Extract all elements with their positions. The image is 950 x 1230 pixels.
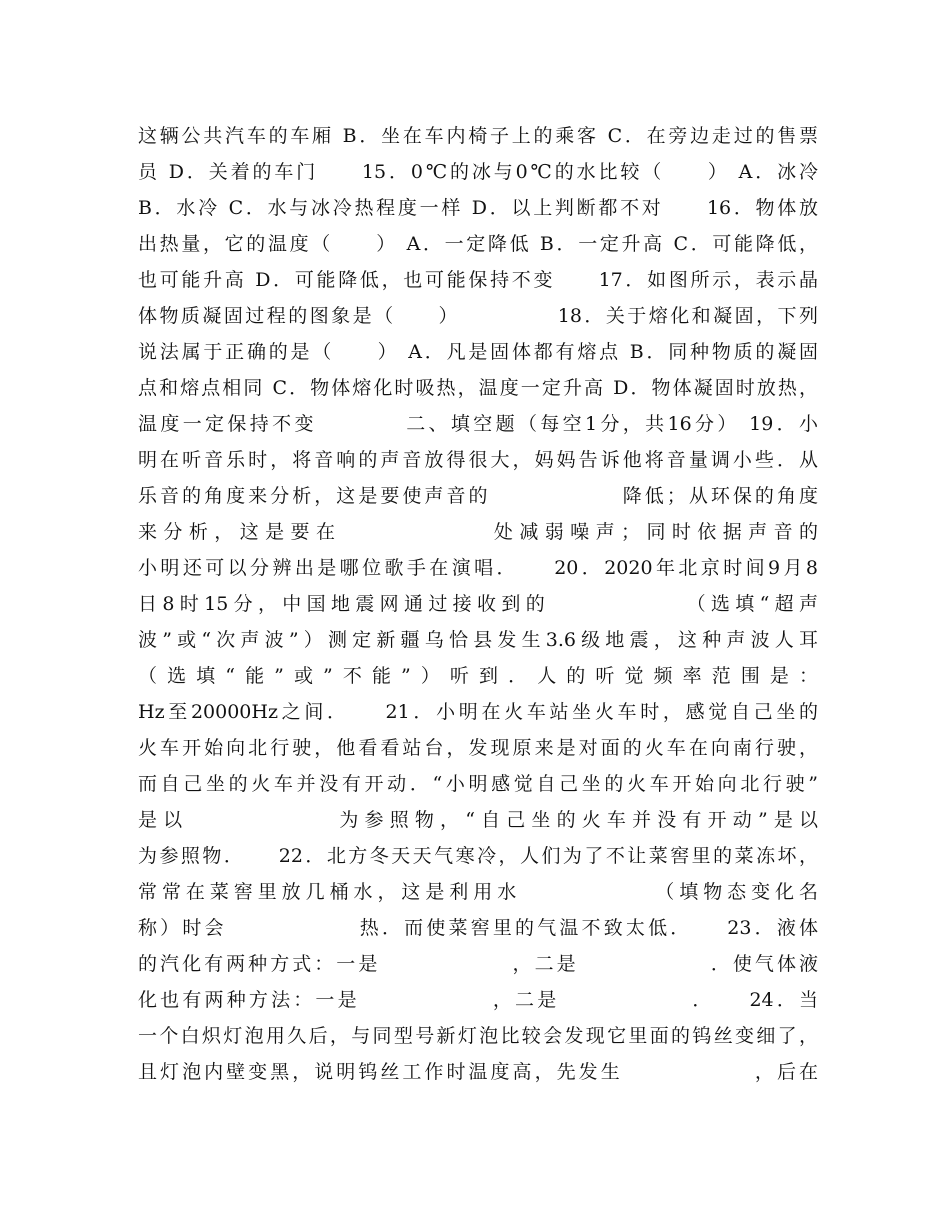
text-line: 点和熔点相同 C．物体熔化时吸热，温度一定升高 D．物体凝固时放热， — [138, 377, 818, 399]
text-line: 这辆公共汽车的车厢 B．坐在车内椅子上的乘客 C．在旁边走过的售票 — [138, 125, 818, 147]
text-line: 员 D．关着的车门 15．0℃的冰与0℃的水比较（ ） A．冰冷 — [138, 161, 818, 183]
text-line: 也可能升高 D．可能降低，也可能保持不变 17．如图所示，表示晶 — [138, 269, 818, 291]
text-line: 而自己坐的火车并没有开动．“小明感觉自己坐的火车开始向北行驶” — [138, 773, 818, 795]
text-line: 说法属于正确的是（ ） A．凡是固体都有熔点 B．同种物质的凝固 — [138, 341, 818, 363]
text-line: 火车开始向北行驶，他看看站台，发现原来是对面的火车在向南行驶， — [138, 737, 818, 759]
text-line: 称）时会 热．而使菜窖里的气温不致太低． 23．液体 — [138, 917, 818, 939]
text-line: 乐音的角度来分析，这是要使声音的 降低；从环保的角度 — [138, 485, 818, 507]
text-line: 为参照物． 22．北方冬天天气寒冷，人们为了不让菜窖里的菜冻坏， — [138, 845, 818, 867]
text-line: 体物质凝固过程的图象是（ ） 18．关于熔化和凝固，下列 — [138, 305, 818, 327]
text-line: 且灯泡内壁变黑，说明钨丝工作时温度高，先发生 ，后在 — [138, 1061, 818, 1083]
text-line: 一个白炽灯泡用久后，与同型号新灯泡比较会发现它里面的钨丝变细了， — [138, 1025, 818, 1047]
text-line: Hz至20000Hz之间． 21．小明在火车站坐火车时，感觉自己坐的 — [138, 701, 818, 723]
text-line: 化也有两种方法：一是 ，二是 ． 24．当 — [138, 989, 818, 1011]
text-line: 出热量，它的温度（ ） A．一定降低 B．一定升高 C．可能降低， — [138, 233, 818, 255]
text-line: 来分析，这是要在 处减弱噪声；同时依据声音的 — [138, 521, 818, 543]
text-line: B．水冷 C．水与冰冷热程度一样 D．以上判断都不对 16．物体放 — [138, 197, 818, 219]
text-line: 日8时15分，中国地震网通过接收到的 （选填“超声 — [138, 593, 818, 615]
text-line: 波”或“次声波”）测定新疆乌恰县发生3.6级地震，这种声波人耳 — [138, 629, 818, 651]
text-line: 明在听音乐时，将音响的声音放得很大，妈妈告诉他将音量调小些．从 — [138, 449, 818, 471]
text-line: 是以 为参照物，“自己坐的火车并没有开动”是以 — [138, 809, 818, 831]
text-line: 常常在菜窖里放几桶水，这是利用水 （填物态变化名 — [138, 881, 818, 903]
text-line: 的汽化有两种方式：一是 ，二是 ．使气体液 — [138, 953, 818, 975]
question-text-block — [138, 118, 818, 1090]
text-line: （选填“能”或”不能”）听到．人的听觉频率范围是： — [138, 665, 818, 687]
text-line: 小明还可以分辨出是哪位歌手在演唱． 20．2020年北京时间9月8 — [138, 557, 818, 579]
text-line: 温度一定保持不变 二、填空题（每空1分，共16分） 19．小 — [138, 413, 818, 435]
